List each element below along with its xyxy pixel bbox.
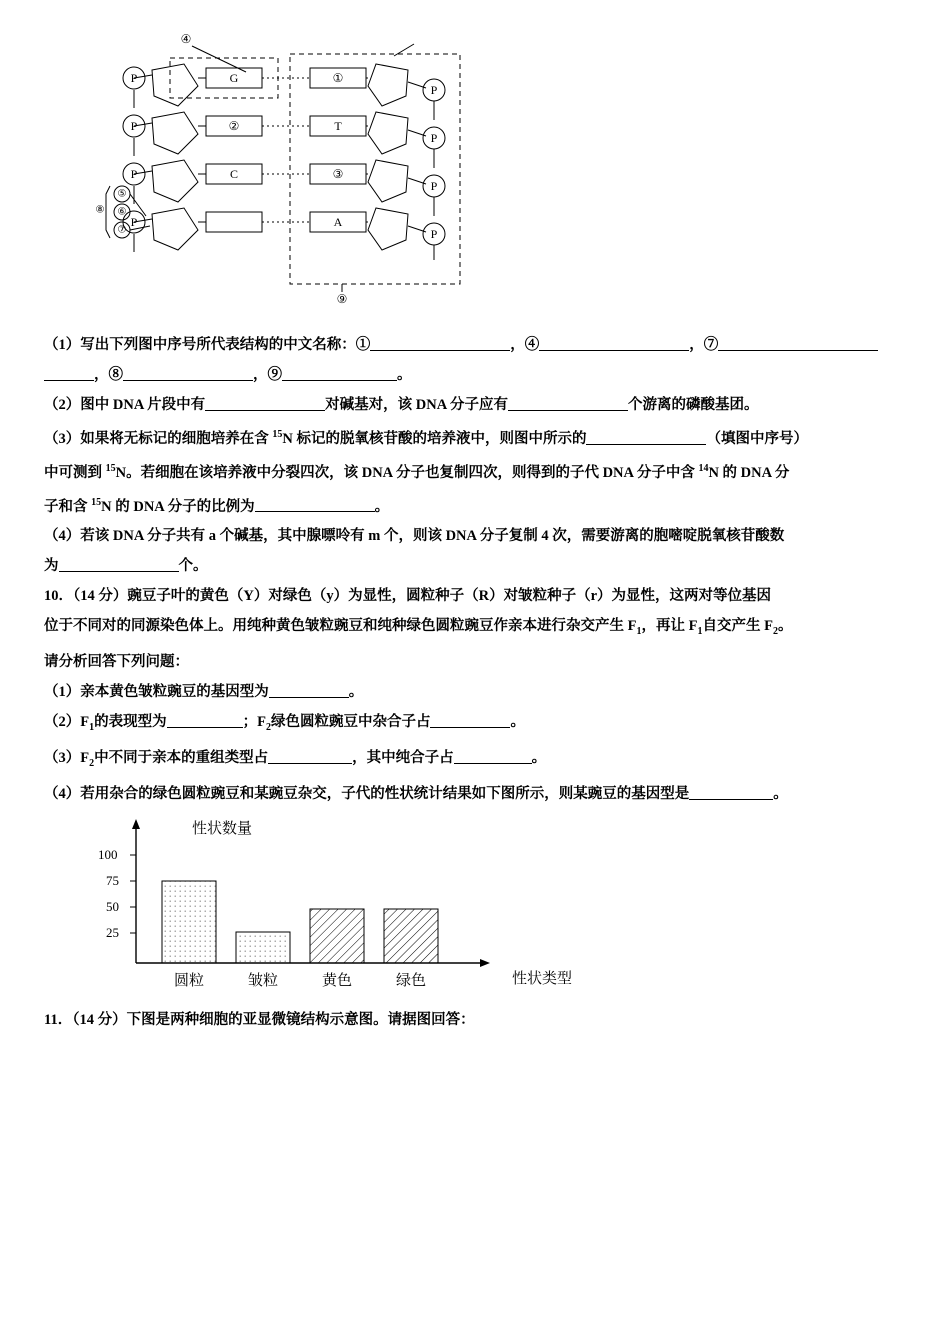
item-10-sub1-a: （1）亲本黄色皱粒豌豆的基因型为 (44, 684, 269, 701)
q1-blank-4[interactable] (123, 364, 253, 381)
svg-text:④: ④ (180, 31, 192, 46)
question-3-line2 (44, 454, 910, 488)
item-10-sub4-b: 。 (773, 786, 788, 803)
item-10-sub-2-line (44, 707, 910, 743)
item-11-text: 下图是两种细胞的亚显微镜结构示意图。请据图回答： (126, 1012, 475, 1029)
q3-l1-a: （3）如果将无标记的细胞培养在含 (44, 430, 273, 447)
svg-text:P: P (430, 130, 438, 145)
question-1 (44, 330, 910, 360)
q3-sup-15c: 15 (91, 496, 102, 508)
item-10-sub-3: 2 (772, 626, 778, 638)
q3-l1-c: （填图中序号） (706, 430, 808, 447)
q3-sup-15b: 15 (105, 462, 116, 474)
question-4-line1 (44, 521, 910, 551)
svg-text:25: 25 (106, 925, 119, 941)
svg-text:P: P (430, 178, 438, 193)
item-10-sub-3-line (44, 743, 910, 779)
svg-text:⑧: ⑧ (95, 204, 105, 216)
item-11-number: 11． (44, 1012, 73, 1029)
item-10-sub-1-line (44, 677, 910, 707)
q3-blank-1[interactable] (586, 428, 706, 445)
q4-l1: （4）若该 DNA 分子共有 a 个碱基，其中腺嘌呤有 m 个，则该 DNA 分子复制 4 次，需要游离的胞嘧啶脱氧核苷酸数 (44, 528, 785, 545)
item-10-stem-e: 。 (777, 618, 793, 635)
q2-part2: 对碱基对，该 DNA 分子应有 (325, 397, 508, 413)
svg-text:黄色: 黄色 (321, 973, 353, 990)
q2-part1: （2）图中 DNA 片段中有 (44, 397, 206, 413)
item-10-stem-c: ，再让 F (641, 618, 698, 635)
bar-chart-svg (84, 815, 604, 1005)
item-10-sub3-blank1[interactable] (268, 747, 352, 764)
question-2 (44, 390, 910, 420)
q3-l2-a: 中可测到 (44, 464, 106, 481)
item-10-stem-b: 位于不同对的同源染色体上。用纯种黄色皱粒豌豆和纯种绿色圆粒豌豆作亲本进行杂交产生 F (44, 618, 637, 635)
item-10-stem-line2 (44, 611, 910, 647)
svg-text:⑦: ⑦ (117, 224, 127, 236)
svg-text:②: ② (228, 118, 240, 133)
svg-text:P: P (130, 118, 138, 133)
svg-text:75: 75 (106, 873, 119, 889)
svg-text:A: A (333, 214, 343, 229)
q1-part2: ，④ (510, 337, 540, 353)
q1-blank-1[interactable] (370, 334, 510, 351)
svg-text:⑥: ⑥ (117, 206, 127, 218)
q1-blank-5[interactable] (282, 364, 397, 381)
question-3-line3 (44, 488, 910, 522)
item-10-sub2-d: 绿色圆粒豌豆中杂合子占 (270, 714, 431, 731)
svg-text:G: G (229, 70, 239, 85)
item-11 (44, 1005, 910, 1035)
item-10-sub2-a: （2）F (44, 714, 90, 731)
item-10-sub4-blank[interactable] (689, 783, 773, 800)
q3-l2-b: N。若细胞在该培养液中分裂四次，该 DNA 分子也复制四次，则得到的子代 DNA 分子中含 (115, 464, 699, 481)
item-10-sub-4-line (44, 779, 910, 809)
dna-structure-figure (94, 30, 514, 330)
phenotype-bar-chart (84, 815, 604, 1005)
q1-part1: （1）写出下列图中序号所代表结构的中文名称：① (44, 337, 371, 353)
svg-text:性状数量: 性状数量 (192, 821, 253, 838)
item-10-sub1-blank[interactable] (269, 681, 349, 698)
item-10-sub3-a: （3）F (44, 750, 90, 767)
question-1-line2 (44, 360, 910, 390)
svg-text:⑤: ⑤ (117, 188, 127, 200)
q1-blank-3[interactable] (718, 334, 878, 351)
q1-part5: ，⑨ (253, 367, 282, 383)
svg-text:P: P (430, 82, 438, 97)
item-10-sub3-b: 中不同于亲本的重组类型占 (94, 750, 269, 767)
q3-sup-15a: 15 (272, 429, 283, 440)
dna-figure-svg (94, 30, 514, 330)
item-10-sub3-sub: 2 (89, 758, 95, 770)
item-10-sub2-c: ；F (242, 714, 266, 731)
item-10-sub3-c: ，其中纯合子占 (352, 750, 454, 767)
q1-part3: ，⑦ (689, 337, 719, 353)
svg-text:100: 100 (98, 847, 118, 863)
q3-l3-c: 。 (374, 498, 390, 515)
item-10-stem-a: 豌豆子叶的黄色（Y）对绿色（y）为显性，圆粒种子（R）对皱粒种子（r）为显性，这两对等位基因 (127, 588, 771, 605)
item-10-sub1-b: 。 (348, 684, 364, 701)
item-10-sub2-sub2: 2 (265, 722, 271, 734)
q3-blank-2[interactable] (255, 495, 375, 512)
svg-text:T: T (334, 118, 342, 133)
item-10-stem-d: 自交产生 F (702, 618, 773, 635)
q2-part3: 个游离的磷酸基团。 (628, 397, 759, 413)
item-10-stem-line1 (44, 581, 910, 611)
q4-l2-a: 为 (44, 558, 59, 575)
q1-part4: ，⑧ (94, 367, 123, 383)
question-4-line2 (44, 551, 910, 581)
q3-l3-a: 子和含 (44, 498, 92, 515)
item-10-sub2-e: 。 (510, 714, 525, 731)
q1-part6: 。 (397, 367, 412, 383)
svg-text:圆粒: 圆粒 (173, 973, 205, 990)
svg-text:⑨: ⑨ (336, 291, 348, 306)
q3-l1-b: N 标记的脱氧核苷酸的培养液中，则图中所示的 (282, 430, 587, 447)
q2-blank-2[interactable] (508, 394, 628, 411)
question-3-line1 (44, 420, 910, 454)
item-10-sub2-sub1: 1 (89, 722, 95, 734)
svg-text:③: ③ (332, 166, 344, 181)
svg-text:P: P (430, 226, 438, 241)
svg-text:①: ① (332, 70, 344, 85)
svg-text:P: P (130, 70, 138, 85)
q4-l2-b: 个。 (178, 558, 208, 575)
svg-text:P: P (130, 214, 138, 229)
q4-blank-1[interactable] (59, 555, 179, 572)
item-10-sub2-blank1[interactable] (167, 711, 243, 728)
item-10-sub2-blank2[interactable] (430, 711, 510, 728)
item-10-score: （14 分） (73, 588, 128, 605)
svg-text:50: 50 (106, 899, 119, 915)
item-10-sub-1: 1 (636, 626, 642, 638)
page-content (44, 30, 910, 1035)
q2-blank-1[interactable] (205, 394, 325, 411)
item-11-score: （14 分） (72, 1012, 127, 1029)
q3-sup-14: 14 (698, 462, 709, 474)
q3-l3-b: N 的 DNA 分子的比例为 (101, 498, 255, 515)
item-10-stem-f: 请分析回答下列问题： (44, 654, 189, 671)
item-10-sub3-d: 。 (531, 750, 547, 767)
item-10-sub3-blank2[interactable] (454, 747, 532, 764)
q1-blank-3b[interactable] (44, 364, 94, 381)
svg-text:绿色: 绿色 (395, 973, 427, 990)
svg-text:C: C (229, 166, 239, 181)
svg-text:P: P (130, 166, 138, 181)
item-10-number: 10． (44, 588, 73, 605)
svg-text:皱粒: 皱粒 (247, 973, 279, 990)
item-10-stem-line3 (44, 647, 910, 677)
q1-blank-2[interactable] (539, 334, 689, 351)
item-10-sub2-b: 的表现型为 (94, 714, 167, 731)
q3-l2-c: N 的 DNA 分 (708, 464, 790, 481)
item-10-sub4-a: （4）若用杂合的绿色圆粒豌豆和某豌豆杂交，子代的性状统计结果如下图所示，则某豌豆的基因型是 (44, 786, 690, 803)
item-10-sub-2: 1 (697, 626, 703, 638)
svg-text:性状类型: 性状类型 (512, 971, 573, 988)
